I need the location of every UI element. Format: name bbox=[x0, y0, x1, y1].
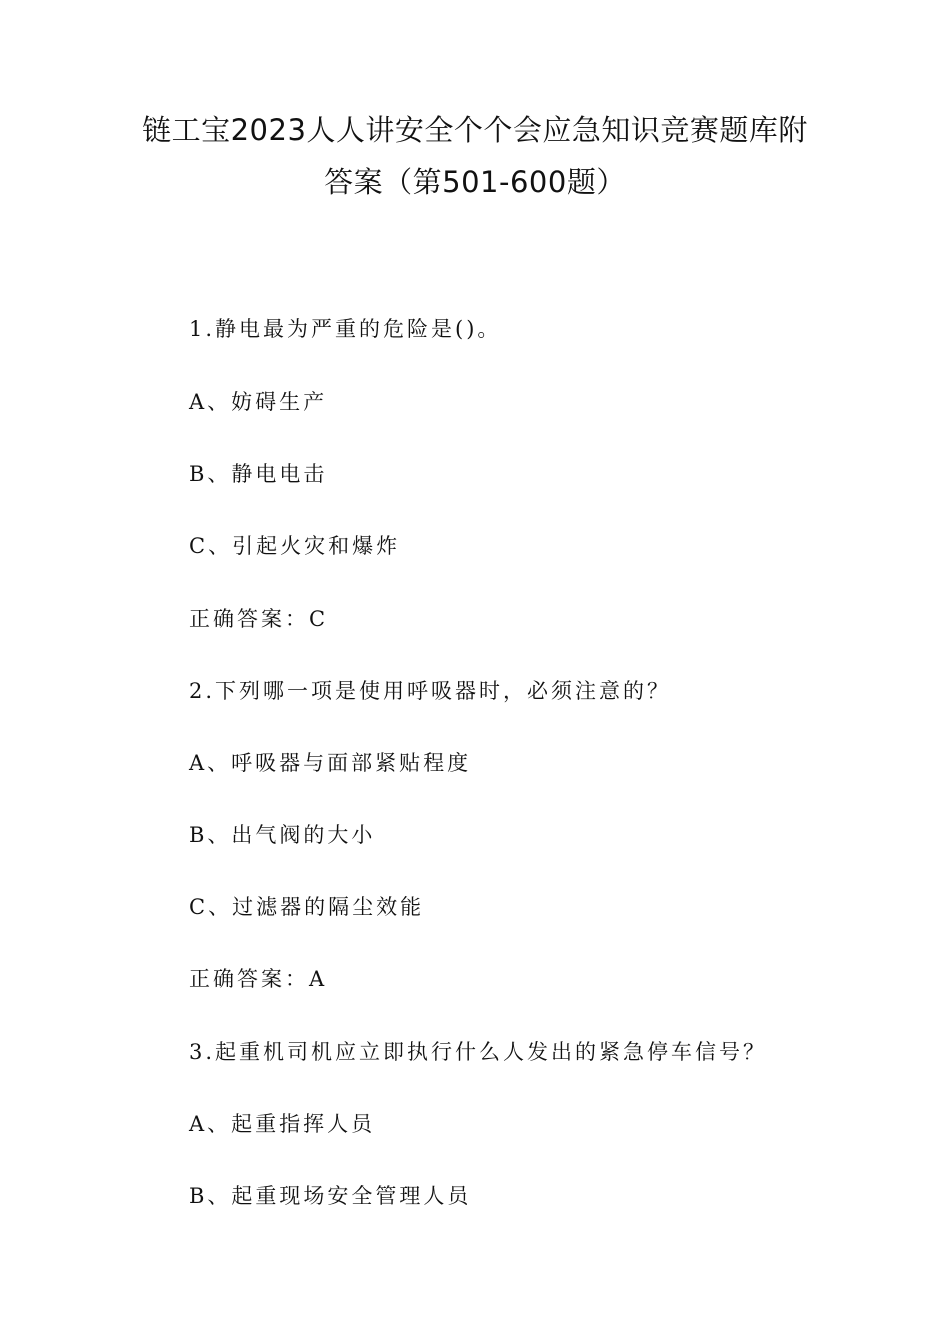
document-title-line-2: 答案（第501-600题） bbox=[324, 165, 626, 199]
question-3-text: 3.起重机司机应立即执行什么人发出的紧急停车信号？ bbox=[189, 1040, 768, 1064]
question-2-option-c: C、过滤器的隔尘效能 bbox=[189, 895, 425, 919]
question-1-option-b: B、静电电击 bbox=[189, 462, 328, 486]
document-title-line-1: 链工宝2023人人讲安全个个会应急知识竞赛题库附 bbox=[142, 113, 808, 147]
question-2-option-b: B、出气阀的大小 bbox=[189, 823, 376, 847]
question-3-option-a: A、起重指挥人员 bbox=[189, 1112, 376, 1136]
question-2-answer: 正确答案：A bbox=[189, 967, 328, 991]
question-2-option-a: A、呼吸器与面部紧贴程度 bbox=[189, 751, 472, 775]
question-1-option-a: A、妨碍生产 bbox=[189, 390, 328, 414]
question-3-option-b: B、起重现场安全管理人员 bbox=[189, 1184, 472, 1208]
question-2-text: 2.下列哪一项是使用呼吸器时，必须注意的？ bbox=[189, 679, 672, 703]
question-1-text: 1.静电最为严重的危险是()。 bbox=[189, 317, 502, 341]
question-1-answer: 正确答案：C bbox=[189, 607, 329, 631]
question-1-option-c: C、引起火灾和爆炸 bbox=[189, 534, 401, 558]
